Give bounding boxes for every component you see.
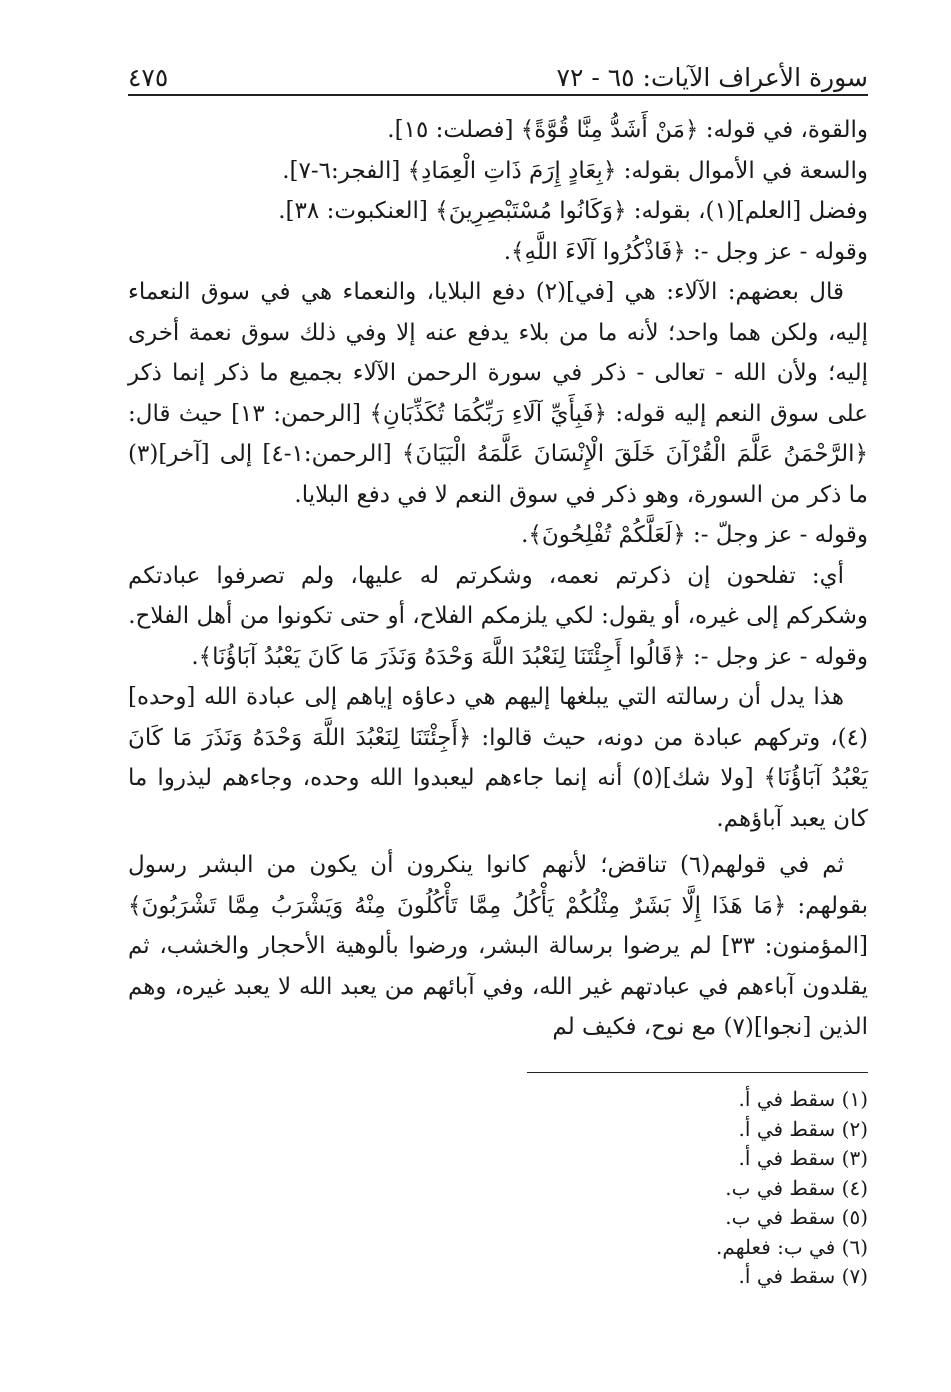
text-paragraph: أي: تفلحون إن ذكرتم نعمه، وشكرتم له عليها، ولم تصرفوا عبادتكم وشكركم إلى غيره، أو يقول: لكي يلزمكم الفلاح، أو حتى تكونوا من أهل الفلاح.: [128, 562, 868, 629]
text-paragraph: وقوله - عز وجل -: ﴿قَالُوا أَجِئْتَنَا لِنَعْبُدَ اللَّهَ وَحْدَهُ وَنَذَرَ مَا كَانَ يَعْبُدُ آبَاؤُنَا﴾.: [191, 643, 868, 670]
footnote: (٥) سقط في ب.: [725, 1205, 868, 1229]
footnote: (٢) سقط في أ.: [738, 1116, 868, 1141]
text-paragraph: قال بعضهم: الآلاء: هي [في](٢) دفع البلايا، والنعماء هي في سوق النعماء إليه، ولكن هما واحد؛ لأنه ما من بلاء يدفع عنه إلا وفي ذلك سوق نعمة أخرى إليه؛ ولأن الله - تعالى - ذكر في سورة الرحمن الآلاء بجميع ما ذكر إنما ذكر على سوق النعم إليه قوله: ﴿فَبِأَيِّ آلَاءِ رَبِّكُمَا تُكَذِّبَانِ﴾ [الرحمن: ١٣] حيث قال: ﴿الرَّحْمَنُ عَلَّمَ الْقُرْآنَ خَلَقَ الْإِنْسَانَ عَلَّمَهُ الْبَيَانَ﴾ [الرحمن:١-٤] إلى [آخر](٣) ما ذكر من السورة، وهو ذكر في سوق النعم لا في دفع البلايا.: [128, 279, 868, 508]
text-paragraph: وقوله - عز وجل -: ﴿فَاذْكُرُوا آلَاءَ اللَّهِ﴾.: [503, 238, 868, 265]
footnotes: [500, 1085, 868, 1292]
page-number: ٤٧٥: [128, 63, 169, 92]
surah-title: سورة الأعراف الآيات: ٦٥ - ٧٢: [556, 63, 868, 92]
page-header: [128, 52, 868, 92]
footnote: (١) سقط في أ.: [738, 1087, 868, 1111]
header-rule: [128, 94, 868, 96]
main-text: [128, 110, 868, 1048]
footnote-separator: [527, 1072, 868, 1073]
footnote: (٧) سقط في أ.: [738, 1264, 868, 1288]
text-paragraph: وقوله - عز وجلّ -: ﴿لَعَلَّكُمْ تُفْلِحُونَ﴾.: [521, 522, 868, 548]
text-paragraph: والسعة في الأموال بقوله: ﴿بِعَادٍ إِرَمَ ذَاتِ الْعِمَادِ﴾ [الفجر:٦-٧].: [282, 157, 868, 184]
text-paragraph: ثم في قولهم(٦) تناقض؛ لأنهم كانوا ينكرون أن يكون من البشر رسول بقولهم: ﴿مَا هَذَا إِلَّا بَشَرٌ مِثْلُكُمْ يَأْكُلُ مِمَّا تَأْكُلُونَ مِنْهُ وَيَشْرَبُ مِمَّا تَشْرَبُونَ﴾ [المؤمنون: ٣٣] لم يرضوا برسالة البشر، ورضوا بألوهية الأحجار والخشب، ثم يقلدون آباءهم في عبادتهم غير الله، وفي آبائهم من يعبد الله لا يعبد غيره، وهم الذين [نجوا](٧) مع نوح، فكيف لم: [128, 852, 868, 1040]
footnote: (٤) سقط في ب.: [725, 1175, 868, 1200]
text-paragraph: والقوة، في قوله: ﴿مَنْ أَشَدُّ مِنَّا قُوَّةً﴾ [فصلت: ١٥].: [387, 117, 868, 143]
text-paragraph: هذا يدل أن رسالته التي يبلغها إليهم هي دعاؤه إياهم إلى عبادة الله [وحده](٤)، وتركهم عبادة من دونه، حيث قالوا: ﴿أَجِئْتَنَا لِنَعْبُدَ اللَّهَ وَحْدَهُ وَنَذَرَ مَا كَانَ يَعْبُدُ آبَاؤُنَا﴾ [ولا شك](٥) أنه إنما جاءهم ليعبدوا الله وحده، وجاءهم ليذروا ما كان يعبد آباؤهم.: [128, 684, 868, 832]
text-paragraph: وفضل [العلم](١)، بقوله: ﴿وَكَانُوا مُسْتَبْصِرِينَ﴾ [العنكبوت: ٣٨].: [278, 198, 868, 224]
footnote: (٣) سقط في أ.: [738, 1146, 868, 1170]
footnote: (٦) في ب: فعلهم.: [716, 1234, 868, 1259]
